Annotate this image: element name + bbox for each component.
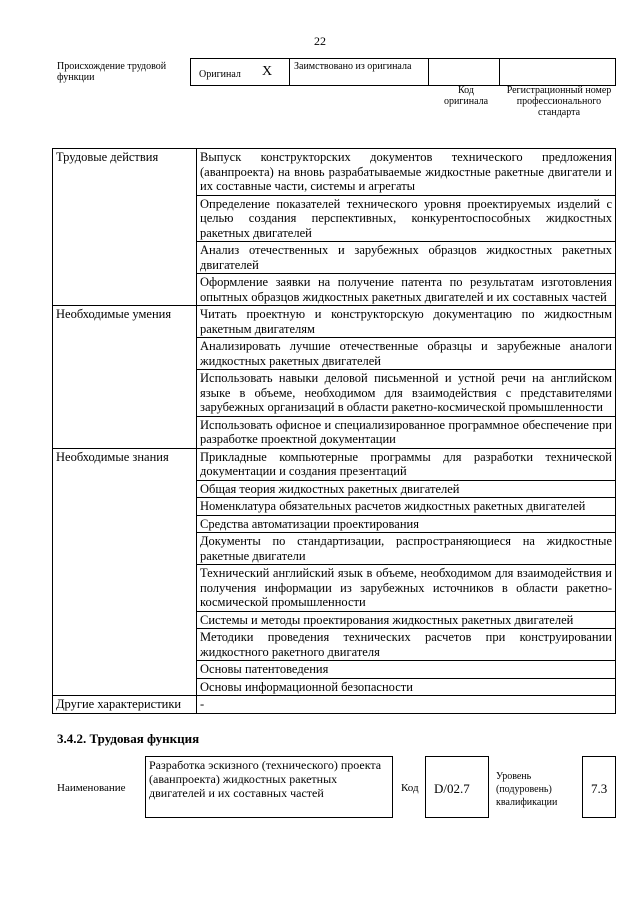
origin-code-label: Код оригинала xyxy=(443,85,489,107)
section-heading: 3.4.2. Трудовая функция xyxy=(57,731,200,746)
table-cell: Использовать офисное и специализированное программное обеспечение при разработке проектной документации xyxy=(197,416,616,448)
page-number: 22 xyxy=(314,34,326,48)
origin-mark: X xyxy=(262,64,273,79)
origin-code-cell xyxy=(428,58,500,86)
origin-reg-label: Регистрационный номер профессионального стандарта xyxy=(506,85,612,118)
table-cell: - xyxy=(197,696,616,714)
code-value: D/02.7 xyxy=(434,781,470,796)
name-value-cell xyxy=(145,756,393,818)
table-row xyxy=(53,306,616,338)
origin-borrowed-text: Заимствовано из оригинала xyxy=(294,61,412,72)
origin-original-text: Оригинал xyxy=(199,69,241,80)
code-label: Код xyxy=(401,782,419,794)
name-value: Разработка эскизного (технического) проекта (аванпроекта) жидкостных ракетных двигателей и их составных частей xyxy=(149,758,382,800)
table-row xyxy=(53,696,616,714)
table-cell: Документы по стандартизации, распространяющиеся на жидкостные ракетные двигатели xyxy=(197,533,616,565)
table-cell: Системы и методы проектирования жидкостных ракетных двигателей xyxy=(197,611,616,629)
table-cell: Технический английский язык в объеме, необходимом для взаимодействия и получения информации из зарубежных источников в области ракетно-космической промышленности xyxy=(197,565,616,612)
level-value: 7.3 xyxy=(591,781,608,796)
table-cell: Основы информационной безопасности xyxy=(197,678,616,696)
level-value-cell xyxy=(582,756,616,818)
row-label: Трудовые действия xyxy=(53,149,197,306)
code-value-cell xyxy=(425,756,489,818)
row-label: Другие характеристики xyxy=(53,696,197,714)
origin-borrowed-cell xyxy=(289,58,429,86)
table-cell: Оформление заявки на получение патента по результатам изготовления опытных образцов жидкостных ракетных двигателей и их составных частей xyxy=(197,274,616,306)
table-cell: Определение показателей технического уровня проектируемых изделий с целью создания перспективных, конкурентоспособных жидкостных ракетных двигателей xyxy=(197,195,616,242)
table-cell: Выпуск конструкторских документов технического предложения (аванпроекта) на вновь разрабатываемые жидкостные ракетные двигатели и их составные части, системы и агрегаты xyxy=(197,149,616,196)
origin-reg-cell xyxy=(499,58,616,86)
table-cell: Анализировать лучшие отечественные образцы и зарубежные аналоги жидкостных ракетных двигателей xyxy=(197,338,616,370)
table-cell: Методики проведения технических расчетов при конструировании жидкостного ракетного двигателя xyxy=(197,629,616,661)
origin-label: Происхождение трудовой функции xyxy=(57,61,167,83)
table-cell: Общая теория жидкостных ракетных двигателей xyxy=(197,480,616,498)
table-cell: Номенклатура обязательных расчетов жидкостных ракетных двигателей xyxy=(197,498,616,516)
table-cell: Основы патентоведения xyxy=(197,661,616,679)
table-cell: Читать проектную и конструкторскую документацию по жидкостным ракетным двигателям xyxy=(197,306,616,338)
table-cell: Анализ отечественных и зарубежных образцов жидкостных ракетных двигателей xyxy=(197,242,616,274)
name-label: Наименование xyxy=(57,782,126,794)
table-cell: Средства автоматизации проектирования xyxy=(197,515,616,533)
row-label: Необходимые знания xyxy=(53,448,197,696)
table-row xyxy=(53,448,616,480)
table-cell: Прикладные компьютерные программы для разработки технической документации и создания презентаций xyxy=(197,448,616,480)
table-cell: Использовать навыки деловой письменной и устной речи на английском языке в объеме, необходимом для взаимодействия с представителями зарубежных организаций в области ракетно-космической промышленности xyxy=(197,370,616,417)
row-label: Необходимые умения xyxy=(53,306,197,449)
origin-original-cell xyxy=(190,58,290,86)
function-table xyxy=(52,148,616,714)
level-label: Уровень (подуровень) квалификации xyxy=(496,771,558,808)
table-row xyxy=(53,149,616,196)
